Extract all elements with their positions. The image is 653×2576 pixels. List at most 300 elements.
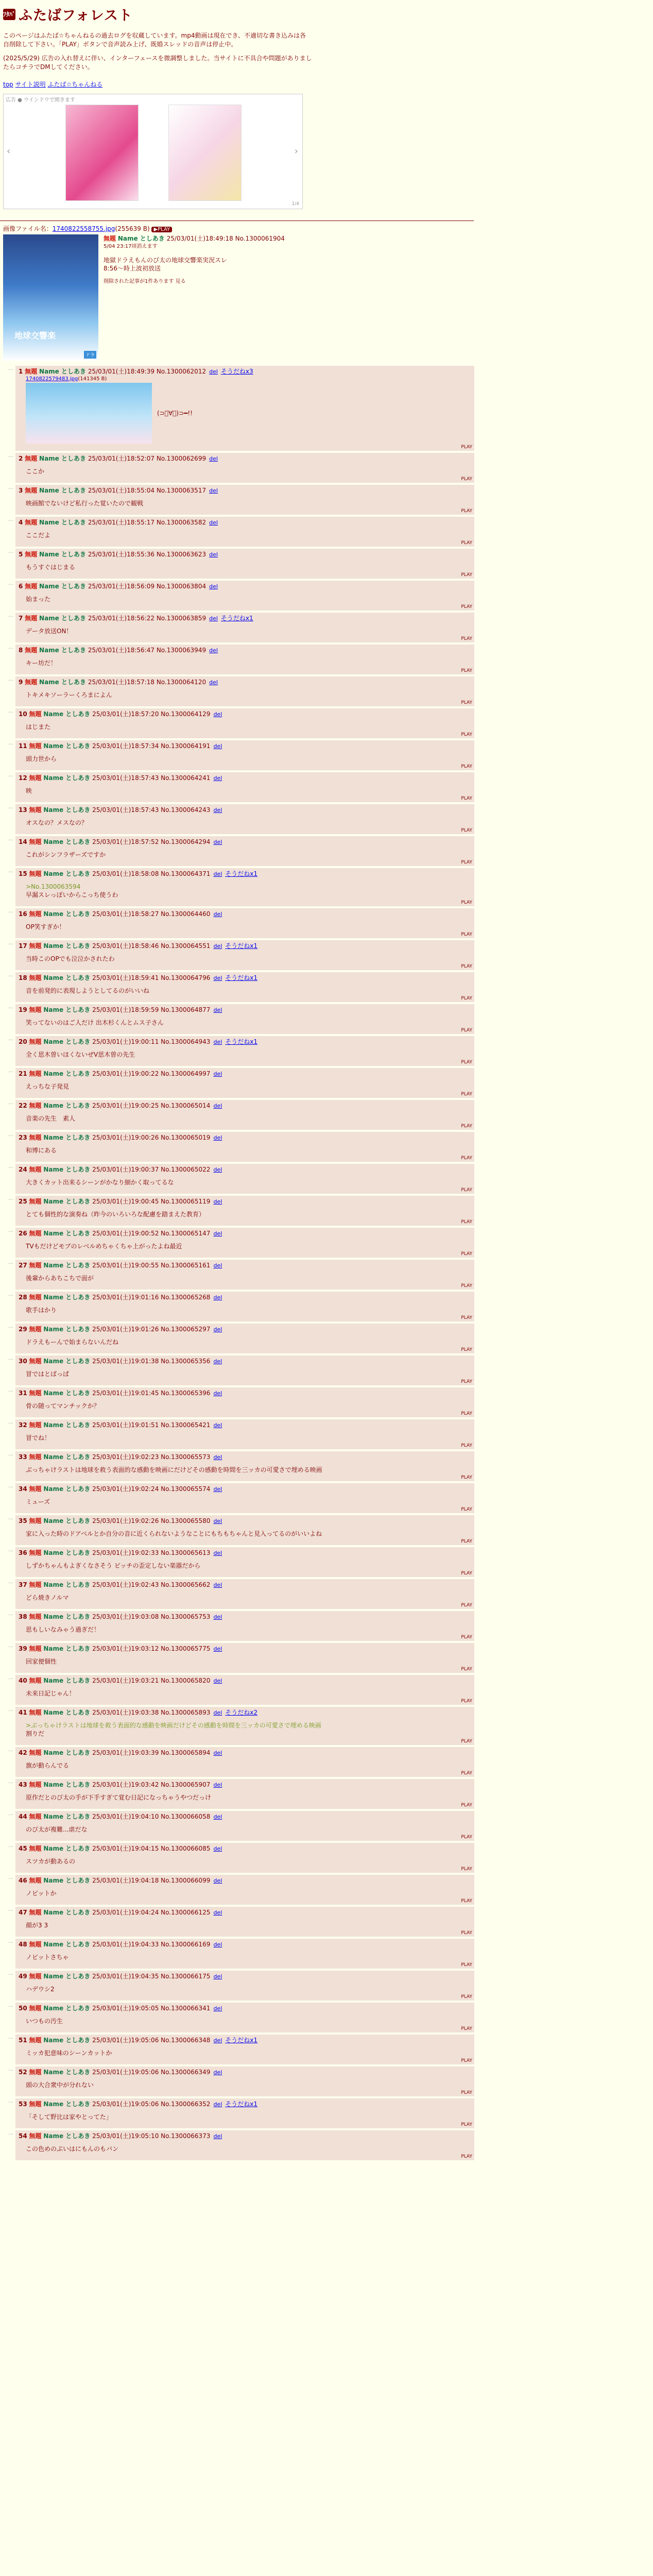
reply-play-button[interactable]: PLAY [461, 2026, 472, 2031]
reply-body: ハデウシ2 [26, 1986, 55, 1993]
reply-number[interactable]: No.1300065119 [161, 1198, 211, 1205]
reply-play-button[interactable]: PLAY [461, 509, 472, 514]
sodane-button[interactable]: そうだねx1 [225, 1038, 257, 1045]
sodane-button[interactable]: そうだねx1 [225, 974, 257, 981]
reply-number[interactable]: No.1300066352 [161, 2100, 211, 2108]
delete-link[interactable]: del [209, 583, 218, 590]
reply-play-button[interactable]: PLAY [461, 1411, 472, 1416]
reply-number[interactable]: No.1300065907 [161, 1781, 211, 1788]
reply-row [3, 645, 474, 674]
reply-gutter: … [8, 1971, 13, 1976]
op-deleted-note[interactable]: 削除された記事が1件あります 見る [104, 279, 186, 284]
reply-box [15, 1196, 474, 1226]
op-file-link[interactable]: 1740822558755.jpg [52, 225, 115, 232]
reply-subject: 無題 [29, 1230, 42, 1237]
reply-number[interactable]: No.1300065574 [161, 1485, 211, 1493]
delete-link[interactable]: del [213, 1262, 222, 1269]
sodane-button[interactable]: そうだねx2 [225, 1709, 257, 1716]
delete-link[interactable]: del [213, 911, 222, 918]
reply-number[interactable]: No.1300064294 [161, 838, 211, 845]
reply-datetime: 25/03/01(土)19:01:51 [92, 1421, 159, 1429]
reply-play-button[interactable]: PLAY [461, 1028, 472, 1033]
delete-link[interactable]: del [213, 1134, 222, 1141]
delete-link[interactable]: del [213, 871, 222, 877]
reply-subject: 無題 [29, 1070, 42, 1077]
reply-play-button[interactable]: PLAY [461, 1635, 472, 1640]
reply-number[interactable]: No.1300066085 [161, 1845, 211, 1852]
reply-number[interactable]: No.1300065820 [161, 1677, 211, 1684]
reply-subject: 無題 [29, 1294, 42, 1301]
reply-play-button[interactable]: PLAY [461, 700, 472, 705]
reply-header [19, 838, 471, 846]
reply-gutter: … [8, 868, 13, 874]
reply-number[interactable]: No.1300066341 [161, 2005, 211, 2012]
reply-number[interactable]: No.1300064460 [161, 910, 211, 918]
reply-gutter: … [8, 1547, 13, 1553]
reply-body-wrap [26, 691, 471, 699]
ad-image[interactable] [168, 105, 242, 201]
delete-link[interactable]: del [213, 1071, 222, 1077]
reply-body-wrap [26, 819, 471, 827]
reply-subject: 無題 [29, 2069, 42, 2076]
reply-row [3, 2066, 474, 2096]
delete-link[interactable]: del [213, 1677, 222, 1684]
reply-datetime: 25/03/01(土)18:58:08 [92, 870, 159, 877]
delete-link[interactable]: del [213, 1814, 222, 1820]
reply-subject: 無題 [29, 2005, 42, 2012]
reply-subject: 無題 [25, 455, 38, 462]
delete-link[interactable]: del [213, 1454, 222, 1461]
reply-number[interactable]: No.1300066125 [161, 1909, 211, 1916]
reply-play-button[interactable]: PLAY [461, 1124, 472, 1129]
about-link[interactable]: サイト説明 [15, 81, 46, 88]
reply-thumbnail[interactable] [26, 383, 152, 444]
reply-datetime: 25/03/01(土)19:00:22 [92, 1070, 159, 1077]
reply-box [15, 1004, 474, 1034]
reply-play-button[interactable]: PLAY [461, 1347, 472, 1352]
reply-index: 49 [19, 1973, 27, 1980]
delete-link[interactable]: del [213, 1198, 222, 1205]
reply-number[interactable]: No.1300063582 [156, 519, 207, 526]
reply-datetime: 25/03/01(土)19:04:18 [92, 1877, 159, 1884]
op-number[interactable]: No.1300061904 [235, 235, 285, 242]
reply-body: 大きくカット出来るシーンがかなり細かく取ってるな [26, 1179, 174, 1186]
reply-file-link[interactable]: 1740822579483.jpg [26, 376, 78, 382]
delete-link[interactable]: del [213, 1877, 222, 1884]
delete-link[interactable]: del [213, 2133, 222, 2140]
reply-play-button[interactable]: PLAY [461, 1803, 472, 1808]
reply-number[interactable]: No.1300066373 [161, 2132, 211, 2140]
delete-link[interactable]: del [209, 487, 218, 494]
reply-play-button[interactable]: PLAY [461, 964, 472, 969]
reply-number[interactable]: No.1300065147 [161, 1230, 211, 1237]
reply-number[interactable]: No.1300065396 [161, 1389, 211, 1397]
delete-link[interactable]: del [213, 2069, 222, 2076]
reply-number[interactable]: No.1300064129 [161, 710, 211, 718]
reply-subject: 無題 [29, 2100, 42, 2108]
reply-index: 46 [19, 1877, 27, 1884]
delete-link[interactable]: del [209, 519, 218, 526]
reply-body: はじまた [26, 723, 51, 731]
reply-datetime: 25/03/01(土)19:00:52 [92, 1230, 159, 1237]
reply-play-button[interactable]: PLAY [461, 1699, 472, 1704]
reply-play-button[interactable]: PLAY [461, 572, 472, 578]
reply-play-button[interactable]: PLAY [461, 932, 472, 937]
site-logo[interactable]: ﾌﾀﾊﾞ [3, 9, 15, 20]
delete-link[interactable]: del [213, 975, 222, 981]
reply-header [19, 806, 471, 815]
reply-gutter: … [8, 581, 13, 586]
reply-box [15, 940, 474, 970]
reply-header [19, 2132, 471, 2141]
reply-play-button[interactable]: PLAY [461, 1315, 472, 1320]
reply-index: 21 [19, 1070, 27, 1077]
reply-body-wrap [26, 1953, 471, 1961]
delete-link[interactable]: del [213, 743, 222, 750]
reply-gutter: … [8, 1292, 13, 1297]
reply-play-button[interactable]: PLAY [461, 1771, 472, 1776]
delete-link[interactable]: del [213, 2037, 222, 2044]
reply-box [15, 772, 474, 802]
reply-number[interactable]: No.1300065356 [161, 1358, 211, 1365]
delete-link[interactable]: del [213, 1646, 222, 1652]
sodane-button[interactable]: そうだねx1 [225, 2037, 257, 2044]
reply-row [3, 1260, 474, 1290]
reply-play-button[interactable]: PLAY [461, 1060, 472, 1065]
play-button[interactable]: ▶PLAY [151, 227, 172, 232]
reply-number[interactable]: No.1300066099 [161, 1877, 211, 1884]
reply-header [19, 1876, 471, 1885]
reply-play-button[interactable]: PLAY [461, 1667, 472, 1672]
reply-body-wrap [26, 787, 471, 795]
reply-datetime: 25/03/01(土)19:02:23 [92, 1453, 159, 1461]
reply-body: ノビットか [26, 1890, 57, 1897]
reply-number[interactable]: No.1300063517 [156, 487, 207, 494]
delete-link[interactable]: del [213, 943, 222, 950]
chevron-left-icon[interactable]: ‹ [7, 146, 11, 157]
reply-row [3, 1515, 474, 1545]
ad-carousel[interactable] [3, 94, 303, 209]
reply-number[interactable]: No.1300064997 [161, 1070, 211, 1077]
reply-number[interactable]: No.1300065161 [161, 1262, 211, 1269]
delete-link[interactable]: del [213, 1103, 222, 1109]
reply-subject: 無題 [29, 870, 42, 877]
reply-play-button[interactable]: PLAY [461, 1739, 472, 1744]
reply-number[interactable]: No.1300065775 [161, 1645, 211, 1652]
reply-play-button[interactable]: PLAY [461, 1283, 472, 1289]
reply-number[interactable]: No.1300065297 [161, 1326, 211, 1333]
reply-header [19, 774, 471, 783]
op-file-size: (255639 B) [115, 225, 150, 232]
reply-number[interactable]: No.1300064371 [161, 870, 211, 877]
reply-play-button[interactable]: PLAY [461, 1962, 472, 1968]
reply-box [15, 366, 474, 451]
delete-link[interactable]: del [213, 1709, 222, 1716]
delete-link[interactable]: del [209, 615, 218, 622]
reply-play-button[interactable]: PLAY [461, 996, 472, 1001]
sodane-button[interactable]: そうだねx1 [225, 2100, 257, 2108]
reply-subject: 無題 [29, 806, 42, 814]
delete-link[interactable]: del [213, 1582, 222, 1588]
reply-play-button[interactable]: PLAY [461, 796, 472, 801]
reply-body-wrap [26, 1019, 471, 1027]
reply-play-button[interactable]: PLAY [461, 1443, 472, 1448]
reply-gutter: … [8, 1451, 13, 1457]
reply-play-button[interactable]: PLAY [461, 828, 472, 833]
delete-link[interactable]: del [213, 1614, 222, 1620]
reply-row [3, 1843, 474, 1873]
reply-number[interactable]: No.1300064120 [156, 679, 207, 686]
reply-play-button[interactable]: PLAY [461, 540, 472, 546]
reply-subject: 無題 [25, 368, 38, 375]
reply-row [3, 1747, 474, 1777]
reply-name: Name としあき [43, 1941, 91, 1948]
reply-number[interactable]: No.1300065893 [161, 1709, 211, 1716]
delete-link[interactable]: del [213, 1941, 222, 1948]
top-link[interactable]: top [3, 81, 13, 88]
reply-play-button[interactable]: PLAY [461, 1994, 472, 1999]
reply-number[interactable]: No.1300065613 [161, 1549, 211, 1556]
reply-index: 18 [19, 974, 27, 981]
reply-datetime: 25/03/01(土)18:58:46 [92, 942, 159, 950]
reply-index: 3 [19, 487, 23, 494]
reply-number[interactable]: No.1300062699 [156, 455, 207, 462]
reply-number[interactable]: No.1300062012 [156, 368, 207, 375]
reply-index: 37 [19, 1581, 27, 1588]
delete-link[interactable]: del [213, 1973, 222, 1980]
reply-subject: 無題 [29, 774, 42, 782]
reply-datetime: 25/03/01(土)18:58:27 [92, 910, 159, 918]
reply-subject: 無題 [29, 942, 42, 950]
reply-gutter: … [8, 972, 13, 978]
delete-link[interactable]: del [213, 839, 222, 845]
reply-index: 53 [19, 2100, 27, 2108]
reply-play-button[interactable]: PLAY [461, 604, 472, 609]
reply-play-button[interactable]: PLAY [461, 1603, 472, 1608]
delete-link[interactable]: del [209, 368, 218, 375]
reply-index: 5 [19, 551, 23, 558]
delete-link[interactable]: del [213, 1039, 222, 1045]
reply-body: 和博にある [26, 1147, 57, 1154]
delete-link[interactable]: del [213, 2005, 222, 2012]
delete-link[interactable]: del [213, 1750, 222, 1756]
reply-play-button[interactable]: PLAY [461, 1539, 472, 1544]
futaba-link[interactable]: ふたば☆ちゃんねる [47, 81, 103, 88]
reply-box [15, 836, 474, 866]
delete-link[interactable]: del [213, 1326, 222, 1333]
reply-number[interactable]: No.1300066058 [161, 1813, 211, 1820]
reply-number[interactable]: No.1300064796 [161, 974, 211, 981]
delete-link[interactable]: del [213, 1518, 222, 1524]
reply-name: Name としあき [39, 679, 86, 686]
reply-row [3, 1068, 474, 1098]
reply-box [15, 517, 474, 547]
reply-play-button[interactable]: PLAY [461, 900, 472, 905]
reply-index: 35 [19, 1517, 27, 1524]
delete-link[interactable]: del [209, 647, 218, 654]
delete-link[interactable]: del [213, 1007, 222, 1013]
reply-index: 36 [19, 1549, 27, 1556]
reply-body-wrap [26, 1498, 471, 1506]
reply-box [15, 1419, 474, 1449]
reply-subject: 無題 [29, 1613, 42, 1620]
reply-box [15, 2035, 474, 2064]
reply-play-button[interactable]: PLAY [461, 1571, 472, 1576]
reply-play-button[interactable]: PLAY [461, 860, 472, 865]
reply-number[interactable]: No.1300063949 [156, 647, 207, 654]
reply-play-button[interactable]: PLAY [461, 2154, 472, 2159]
reply-number[interactable]: No.1300063623 [156, 551, 207, 558]
reply-play-button[interactable]: PLAY [461, 1475, 472, 1480]
reply-play-button[interactable]: PLAY [461, 668, 472, 673]
reply-row [3, 1547, 474, 1577]
delete-link[interactable]: del [213, 1782, 222, 1788]
reply-number[interactable]: No.1300065662 [161, 1581, 211, 1588]
sodane-button[interactable]: そうだねx3 [220, 368, 253, 375]
reply-box [15, 676, 474, 706]
reply-number[interactable]: No.1300063804 [156, 583, 207, 590]
reply-play-button[interactable]: PLAY [461, 1379, 472, 1384]
reply-number[interactable]: No.1300063859 [156, 615, 207, 622]
reply-number[interactable]: No.1300066169 [161, 1941, 211, 1948]
reply-body-wrap [26, 755, 471, 763]
reply-play-button[interactable]: PLAY [461, 477, 472, 482]
delete-link[interactable]: del [213, 1166, 222, 1173]
delete-link[interactable]: del [213, 1845, 222, 1852]
delete-link[interactable]: del [213, 1550, 222, 1556]
reply-number[interactable]: No.1300065894 [161, 1749, 211, 1756]
reply-play-button[interactable]: PLAY [461, 1930, 472, 1936]
delete-link[interactable]: del [213, 807, 222, 814]
delete-link[interactable]: del [213, 1358, 222, 1365]
delete-link[interactable]: del [213, 1294, 222, 1301]
reply-header [19, 1357, 471, 1366]
reply-number[interactable]: No.1300066349 [161, 2069, 211, 2076]
reply-body: のび太が複難...虐だな [26, 1826, 88, 1833]
reply-number[interactable]: No.1300066348 [161, 2037, 211, 2044]
reply-play-button[interactable]: PLAY [461, 445, 472, 450]
reply-number[interactable]: No.1300065268 [161, 1294, 211, 1301]
delete-link[interactable]: del [213, 711, 222, 718]
reply-play-button[interactable]: PLAY [461, 1507, 472, 1512]
reply-number[interactable]: No.1300065014 [161, 1102, 211, 1109]
reply-body-wrap [26, 499, 471, 507]
reply-play-button[interactable]: PLAY [461, 2058, 472, 2063]
delete-link[interactable]: del [209, 679, 218, 686]
sodane-button[interactable]: そうだねx1 [220, 615, 253, 622]
reply-body-wrap [26, 1210, 471, 1218]
delete-link[interactable]: del [213, 1230, 222, 1237]
reply-body: 音楽の先生 素人 [26, 1115, 76, 1122]
delete-link[interactable]: del [213, 1909, 222, 1916]
reply-box [15, 1387, 474, 1417]
reply-name: Name としあき [43, 1845, 91, 1852]
reply-number[interactable]: No.1300064943 [161, 1038, 211, 1045]
reply-box [15, 2098, 474, 2128]
reply-number[interactable]: No.1300065421 [161, 1421, 211, 1429]
reply-header [19, 1749, 471, 1757]
reply-number[interactable]: No.1300064877 [161, 1006, 211, 1013]
reply-datetime: 25/03/01(土)19:05:10 [92, 2132, 159, 2140]
reply-box [15, 549, 474, 579]
reply-header [19, 1676, 471, 1685]
op-thumbnail[interactable] [3, 234, 98, 361]
reply-subject: 無題 [29, 1038, 42, 1045]
reply-gutter: … [8, 2130, 13, 2136]
reply-header [19, 1972, 471, 1981]
reply-header [19, 1812, 471, 1821]
reply-header [19, 454, 471, 463]
reply-number[interactable]: No.1300064243 [161, 806, 211, 814]
delete-link[interactable]: del [213, 775, 222, 782]
reply-number[interactable]: No.1300065022 [161, 1166, 211, 1173]
reply-body: 回家便個性 [26, 1658, 57, 1665]
reply-play-button[interactable]: PLAY [461, 636, 472, 641]
reply-index: 30 [19, 1358, 27, 1365]
delete-link[interactable]: del [209, 455, 218, 462]
reply-play-button[interactable]: PLAY [461, 1219, 472, 1225]
ad-page-indicator: 1/4 [291, 201, 299, 207]
reply-row [3, 1483, 474, 1513]
reply-body: これがシンフラザーズですか [26, 851, 106, 858]
reply-play-button[interactable]: PLAY [461, 1899, 472, 1904]
chevron-right-icon[interactable]: › [294, 146, 298, 157]
ad-image[interactable] [65, 105, 139, 201]
reply-number[interactable]: No.1300064191 [161, 742, 211, 750]
reply-box [15, 708, 474, 738]
reply-number[interactable]: No.1300065573 [161, 1453, 211, 1461]
reply-body-wrap [26, 1338, 471, 1346]
reply-number[interactable]: No.1300064241 [161, 774, 211, 782]
reply-play-button[interactable]: PLAY [461, 1835, 472, 1840]
delete-link[interactable]: del [213, 1486, 222, 1493]
reply-play-button[interactable]: PLAY [461, 1156, 472, 1161]
reply-name: Name としあき [43, 1749, 91, 1756]
sodane-button[interactable]: そうだねx1 [225, 942, 257, 950]
reply-number[interactable]: No.1300066175 [161, 1973, 211, 1980]
delete-link[interactable]: del [213, 1422, 222, 1429]
reply-play-button[interactable]: PLAY [461, 1251, 472, 1257]
reply-datetime: 25/03/01(土)18:59:41 [92, 974, 159, 981]
reply-play-button[interactable]: PLAY [461, 764, 472, 769]
reply-number[interactable]: No.1300065580 [161, 1517, 211, 1524]
reply-number[interactable]: No.1300065753 [161, 1613, 211, 1620]
reply-row [3, 2130, 474, 2160]
reply-play-button[interactable]: PLAY [461, 732, 472, 737]
delete-link[interactable]: del [213, 2101, 222, 2108]
reply-subject: 無題 [29, 2037, 42, 2044]
reply-index: 14 [19, 838, 27, 845]
reply-play-button[interactable]: PLAY [461, 1092, 472, 1097]
delete-link[interactable]: del [209, 551, 218, 558]
reply-number[interactable]: No.1300064551 [161, 942, 211, 950]
delete-link[interactable]: del [213, 1390, 222, 1397]
reply-body: 映画館でないけど私行った覚いたので観戦 [26, 500, 144, 507]
reply-row [3, 613, 474, 642]
reply-body: ドラえもーんで始まらないんだね [26, 1338, 119, 1346]
reply-gutter: … [8, 1068, 13, 1074]
reply-play-button[interactable]: PLAY [461, 2090, 472, 2095]
reply-name: Name としあき [43, 1909, 91, 1916]
sodane-button[interactable]: そうだねx1 [225, 870, 257, 877]
reply-play-button[interactable]: PLAY [461, 2122, 472, 2127]
reply-gutter: … [8, 740, 13, 746]
reply-body: 顔が3 3 [26, 1922, 48, 1929]
reply-number[interactable]: No.1300065019 [161, 1134, 211, 1141]
reply-body: 後輩からあちこちで面が [26, 1275, 94, 1282]
reply-play-button[interactable]: PLAY [461, 1867, 472, 1872]
reply-play-button[interactable]: PLAY [461, 1188, 472, 1193]
